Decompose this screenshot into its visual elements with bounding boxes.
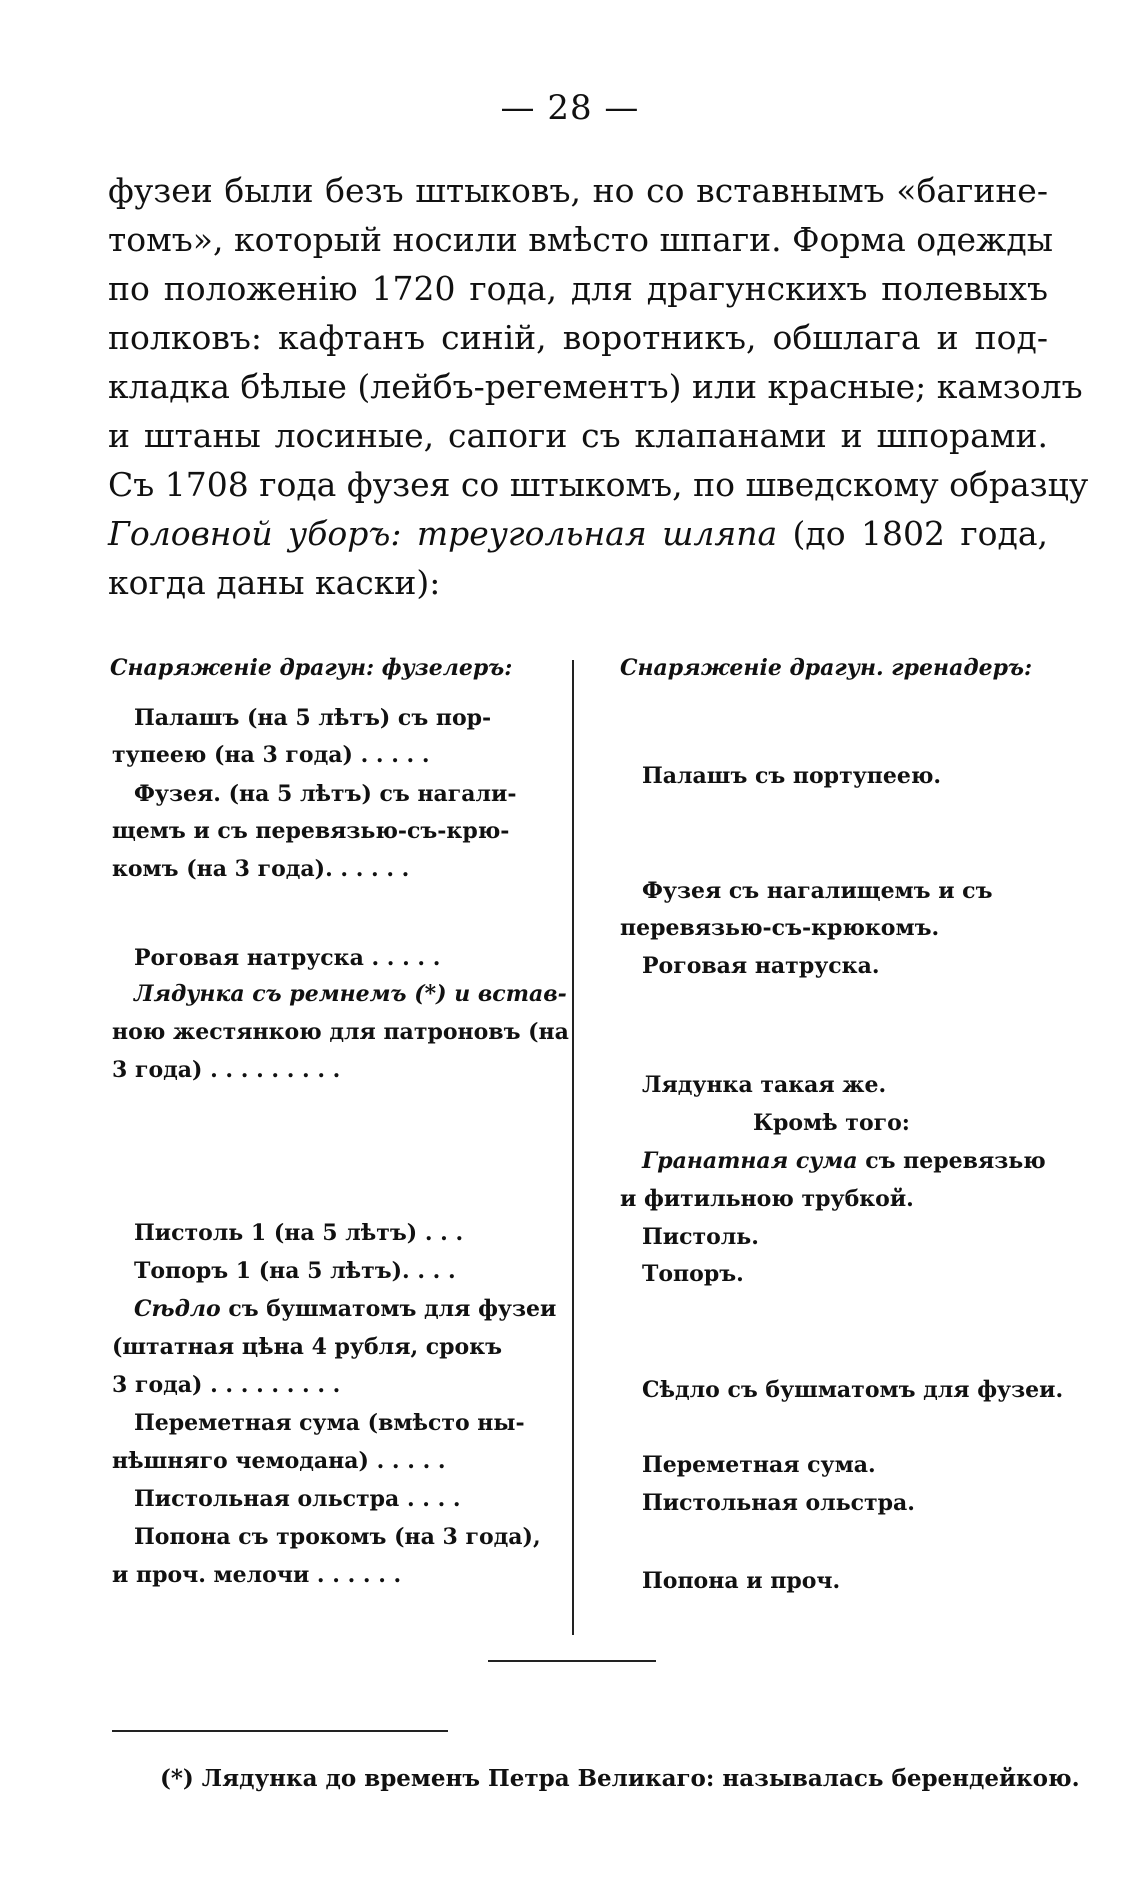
paragraph-line: полковъ: кафтанъ синій, воротникъ, обшлага и под- — [108, 318, 1048, 357]
body-paragraph — [108, 166, 1089, 607]
list-item: нѣшняго чемодана) . . . . . — [112, 1448, 446, 1474]
list-item: Палашъ съ портупеею. — [642, 763, 942, 789]
paragraph-line: кладка бѣлые (лейбъ-регементъ) или красные; камзолъ — [108, 367, 1083, 406]
list-item: Кромѣ того: — [753, 1110, 910, 1136]
footnote-rule — [112, 1730, 448, 1732]
right-column-heading: Снаряженіе драгун. гренадеръ: — [620, 655, 1033, 681]
list-item: и проч. мелочи . . . . . . — [112, 1562, 402, 1588]
list-item: (штатная цѣна 4 рубля, срокъ — [112, 1334, 502, 1360]
list-item: Топоръ. — [642, 1261, 744, 1287]
list-item: Роговая натруска. — [642, 953, 880, 979]
section-rule — [488, 1660, 656, 1662]
list-item: Переметная сума. — [642, 1452, 876, 1478]
paragraph-line: Съ 1708 года фузея со штыкомъ, по шведскому образцу — [108, 465, 1089, 504]
list-item: тупеею (на 3 года) . . . . . — [112, 742, 430, 768]
list-item: Сѣдло съ бушматомъ для фузеи. — [642, 1377, 1064, 1403]
list-item: Топоръ 1 (на 5 лѣтъ). . . . — [134, 1258, 456, 1284]
list-item — [134, 976, 567, 1013]
paragraph-line: и штаны лосиные, сапоги съ клапанами и шпорами. — [108, 416, 1048, 455]
italic-text: Лядунка съ ремнемъ (*) и встав- — [134, 981, 567, 1007]
list-item: Пистоль 1 (на 5 лѣтъ) . . . — [134, 1220, 464, 1246]
list-item: ною жестянкою для патроновъ (на — [112, 1019, 569, 1045]
paragraph-line: когда даны каски): — [108, 563, 441, 602]
list-item: Попона и проч. — [642, 1568, 841, 1594]
footnote: (*) Лядунка до временъ Петра Великаго: называлась берендейкою. — [160, 1765, 1080, 1792]
list-item: Пистольная ольстра. — [642, 1490, 915, 1516]
list-item: Фузея. (на 5 лѣтъ) съ нагали- — [134, 781, 517, 807]
list-item: Палашъ (на 5 лѣтъ) съ пор- — [134, 705, 492, 731]
list-item: Лядунка такая же. — [642, 1072, 887, 1098]
italic-text: Сѣдло — [134, 1296, 221, 1322]
italic-text: Головной уборъ: треугольная шляпа — [108, 514, 778, 553]
plain-text: съ перевязью — [857, 1148, 1046, 1174]
list-item: Переметная сума (вмѣсто ны- — [134, 1410, 525, 1436]
list-item: перевязью-съ-крюкомъ. — [620, 915, 940, 941]
plain-text: съ бушматомъ для фузеи — [220, 1296, 557, 1322]
list-item: щемъ и съ перевязью-съ-крю- — [112, 818, 510, 844]
list-item: Пистольная ольстра . . . . — [134, 1486, 461, 1512]
list-item: Попона съ трокомъ (на 3 года), — [134, 1524, 541, 1550]
paragraph-line: томъ», который носили вмѣсто шпаги. Форма одежды — [108, 220, 1053, 259]
page-number: — 28 — — [500, 88, 640, 128]
list-item — [134, 1291, 556, 1328]
left-column-heading: Снаряженіе драгун: фузелеръ: — [110, 655, 513, 681]
list-item: и фитильною трубкой. — [620, 1186, 914, 1212]
italic-text: Гранатная сума — [642, 1148, 858, 1174]
paragraph-line: фузеи были безъ штыковъ, но со вставнымъ «багине- — [108, 171, 1048, 210]
list-item: 3 года) . . . . . . . . . — [112, 1372, 341, 1398]
paragraph-line: по положенію 1720 года, для драгунскихъ полевыхъ — [108, 269, 1048, 308]
list-item: Фузея съ нагалищемъ и съ — [642, 878, 993, 904]
list-item — [642, 1143, 1046, 1180]
list-item: Пистоль. — [642, 1224, 759, 1250]
list-item: Роговая натруска . . . . . — [134, 945, 441, 971]
list-item: комъ (на 3 года). . . . . . — [112, 856, 410, 882]
plain-text: (до 1802 года, — [777, 514, 1048, 553]
paragraph-italic-line — [108, 509, 1048, 558]
column-divider — [572, 660, 574, 1635]
list-item: 3 года) . . . . . . . . . — [112, 1057, 341, 1083]
